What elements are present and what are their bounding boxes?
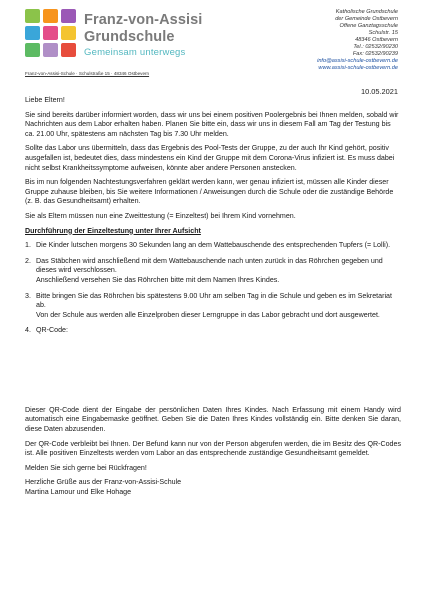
return-address: Franz-von-Assisi-Schule · Schulstraße 15 · 48346 Ostbevern: [25, 71, 150, 76]
logo-tile: [25, 43, 40, 57]
sender-website-link[interactable]: www.assisi-schule-ostbevern.de: [318, 65, 398, 71]
step-text: QR-Code:: [36, 326, 68, 335]
step-text: Bitte bringen Sie das Röhrchen bis spätestens 9.00 Uhr am selben Tag in die Schule und geben es im Sekretariat ab.: [36, 291, 392, 310]
step-text-extra: Anschließend versehen Sie das Röhrchen bitte mit dem Namen Ihres Kindes.: [36, 275, 280, 284]
logo-tile: [43, 9, 58, 23]
step-text-extra: Von der Schule aus werden alle Einzelproben dieser Lerngruppe in das Labor gebracht und dort ausgewertet.: [36, 310, 380, 319]
step-number: 4.: [25, 326, 31, 335]
logo-tile: [61, 43, 76, 57]
school-name: [84, 12, 202, 46]
sender-line: Offene Ganztagsschule: [339, 23, 398, 29]
sender-line: der Gemeinde Ostbevern: [335, 16, 398, 22]
step-item: [25, 241, 401, 251]
logo-tile: [25, 9, 40, 23]
paragraph-qr-retention: Der QR-Code verbleibt bei Ihnen. Der Befund kann nur von der Person abgerufen werden, die im Besitz des QR-Codes ist. Alle positiven Einzeltests werden vom Labor an das entsprechende zuständige Gesundheitsamt gemeldet.: [25, 439, 401, 458]
logo-tile: [61, 9, 76, 23]
sender-line: Tel.: 02532/90230: [353, 44, 398, 50]
step-text: Das Stäbchen wird anschließend mit dem Wattebauschende nach unten zurück in das Röhrchen gegeben und dieses wird verschlossen.: [36, 256, 383, 275]
school-logo: [25, 9, 77, 58]
sender-email-link[interactable]: info@assisi-schule-ostbevern.de: [317, 58, 398, 64]
step-number: 3.: [25, 291, 31, 300]
logo-tile: [43, 43, 58, 57]
sender-line: 48346 Ostbevern: [355, 37, 398, 43]
step-number: 1.: [25, 241, 31, 250]
sender-line: Schulstr. 15: [368, 30, 398, 36]
school-name-line2: Grundschule: [84, 29, 175, 45]
school-name-line1: Franz-von-Assisi: [84, 12, 203, 28]
paragraph-positive-result: Sollte das Labor uns übermitteln, dass das Ergebnis des Pool-Tests der Gruppe, zu der auch Ihr Kind gehört, positiv ausgefallen ist, bedeutet dies, dass mindestens ein Kind der Gruppe mit dem Corona-Virus infiziert ist. Es muss dabei nicht selbst Krankheitssymptome aufweisen, könnte aber andere Personen anstecken.: [25, 144, 395, 172]
logo-tile: [61, 26, 76, 40]
step-item: [25, 292, 401, 321]
paragraph-qr-info: Dieser QR-Code dient der Eingabe der persönlichen Daten Ihres Kindes. Nach Erfassung mit einem Handy wird automatisch eine Eingabemaske geöffnet. Geben Sie die Daten Ihres Kindes vollständig ein. Bitte denken Sie daran, diese Daten abzusenden.: [25, 405, 401, 434]
sender-line: Fax: 02532/90239: [352, 51, 398, 57]
closing-line: Herzliche Grüße aus der Franz-von-Assisi-Schule: [25, 478, 182, 487]
section-heading: Durchführung der Einzeltestung unter Ihrer Aufsicht: [25, 226, 201, 235]
logo-tile: [25, 26, 40, 40]
letter-date: 10.05.2021: [361, 87, 398, 96]
paragraph-intro: Sie sind bereits darüber informiert worden, dass wir uns bei einem positiven Poolergebnis bei Ihnen melden, sobald wir Nachrichten aus dem Labor erhalten haben. Planen Sie bitte ein, dass wir uns in diesem Fall am Tag der Testung bis ca. 21.00 Uhr, spätestens am nächsten Tag bis 7.30 Uhr melden.: [25, 110, 399, 138]
step-number: 2.: [25, 256, 31, 265]
greeting: Liebe Eltern!: [25, 96, 65, 104]
paragraph-quarantine: Bis im nun folgenden Nachtestungsverfahren geklärt werden kann, wer genau infiziert ist, müssen alle Kinder dieser Gruppe zuhause bleiben, bis Sie weitere Informationen / Anweisungen durch die Schule oder die zuständige Behörde (z. B. das Gesundheitsamt) erhalten.: [25, 178, 394, 206]
letter-body: [25, 96, 401, 498]
paragraph-second-test: Sie als Eltern müssen nun eine Zweittestung (= Einzeltest) bei Ihrem Kind vornehmen.: [25, 211, 296, 220]
signature-names: Martina Lamour und Elke Hohage: [25, 488, 132, 497]
sender-line: Katholische Grundschule: [335, 9, 398, 15]
school-slogan: Gemeinsam unterwegs: [84, 47, 186, 58]
qr-code-placeholder: [25, 342, 401, 406]
step-item: [25, 257, 401, 286]
step-text: Die Kinder lutschen morgens 30 Sekunden lang an dem Wattebauschende des entsprechenden Tupfers (= Lolli).: [36, 241, 391, 250]
paragraph-contact: Melden Sie sich gerne bei Rückfragen!: [25, 463, 147, 472]
logo-tile: [43, 26, 58, 40]
sender-address-block: [317, 9, 398, 72]
step-item: [25, 326, 401, 336]
